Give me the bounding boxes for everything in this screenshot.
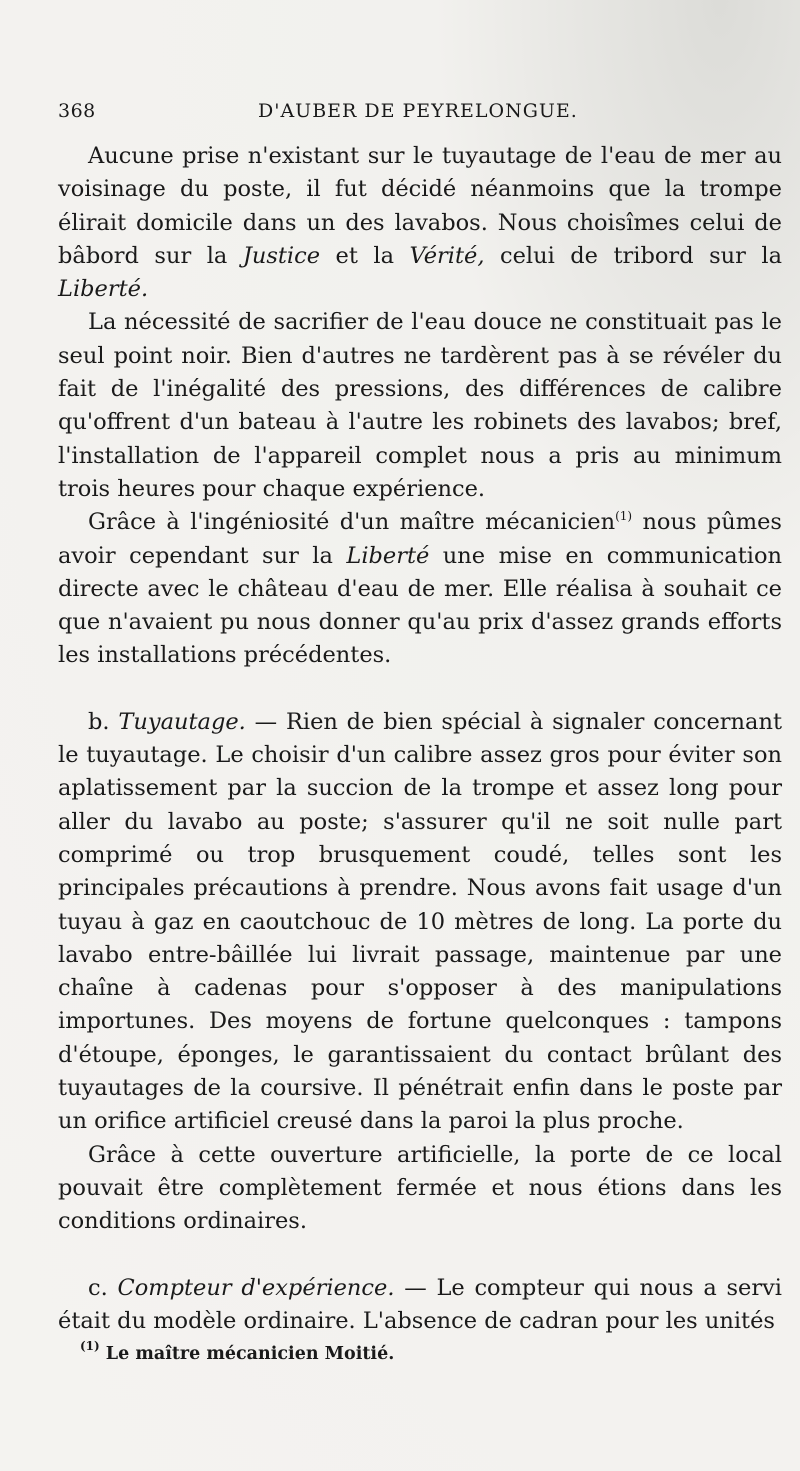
paragraph-3-text-c: une mise en communication directe avec le château d'eau de mer. Elle réalisa à souhait ce que n'avaient pu nous donner qu'au prix d'assez grands efforts les installations précédentes.: [58, 542, 782, 669]
footnote-text: Le maître mécanicien Moitié.: [99, 1344, 395, 1364]
section-c-title: Compteur d'expérience.: [117, 1274, 395, 1301]
section-b-label: b.: [88, 708, 119, 735]
ship-name-verite: Vérité,: [409, 242, 485, 269]
paragraph-1-text-a: Aucune prise n'existant sur le tuyautage de l'eau de mer au voisinage du poste, il fut décidé néanmoins que la trompe élirait domicile dans un des lavabos. Nous choisîmes celui de bâbord sur la: [58, 143, 782, 269]
section-b-title: Tuyautage.: [118, 708, 246, 735]
paragraph-5: Grâce à cette ouverture artificielle, la porte de ce local pouvait être complètement fermée et nous étions dans les conditions ordinaires.: [58, 1141, 782, 1235]
footnote: [80, 1339, 395, 1364]
ship-name-justice: Justice: [242, 242, 321, 269]
section-b: [58, 706, 782, 1139]
paragraph-1: [58, 140, 782, 306]
section-c: [58, 1272, 782, 1339]
paragraph-3-text-a: Grâce à l'ingéniosité d'un maître mécanicien: [88, 509, 616, 536]
paragraph-2: La nécessité de sacrifier de l'eau douce ne constituait pas le seul point noir. Bien d'autres ne tardèrent pas à se révéler du fait de l'inégalité des pressions, des différences de calibre qu'offrent d'un bateau à l'autre les robinets des lavabos; bref, l'installation de l'appareil complet nous a pris au minimum trois heures pour chaque expérience.: [58, 309, 782, 502]
running-head: D'AUBER DE PEYRELONGUE.: [258, 100, 578, 122]
section-b-text: — Rien de bien spécial à signaler concernant le tuyautage. Le choisir d'un calibre assez gros pour éviter son aplatissement par la succion de la trompe et assez long pour aller du lavabo au poste; s'assurer qu'il ne soit nulle part comprimé ou trop brusquement coudé, telles sont les principales précautions à prendre. Nous avons fait usage d'un tuyau à gaz en caoutchouc de 10 mètres de long. La porte du lavabo entre-bâillée lui livrait passage, maintenue par une chaîne à cadenas pour s'opposer à des manipulations importunes. Des moyens de fortune quelconques : tampons d'étoupe, éponges, le garantissaient du contact brûlant des tuyautages de la coursive. Il pénétrait enfin dans le poste par un orifice artificiel creusé dans la paroi la plus proche.: [58, 708, 782, 1135]
ship-name-liberte: Liberté.: [58, 276, 149, 303]
footnote-marker: (1): [80, 1339, 100, 1353]
paragraph-3: [58, 506, 782, 672]
paragraph-1-text-c: celui de tribord sur la: [484, 242, 782, 269]
body-text: [58, 140, 782, 1338]
section-c-label: c.: [88, 1274, 118, 1301]
footnote-reference: (1): [615, 509, 633, 524]
paragraph-1-text-b: et la: [320, 242, 410, 269]
ship-name-liberte-2: Liberté: [346, 542, 430, 569]
section-c-text: — Le compteur qui nous a servi était du modèle ordinaire. L'absence de cadran pour les unités: [58, 1274, 782, 1334]
paragraph-3-text-b: nous pûmes avoir cependant sur la: [58, 509, 782, 569]
page-number: 368: [58, 100, 96, 122]
